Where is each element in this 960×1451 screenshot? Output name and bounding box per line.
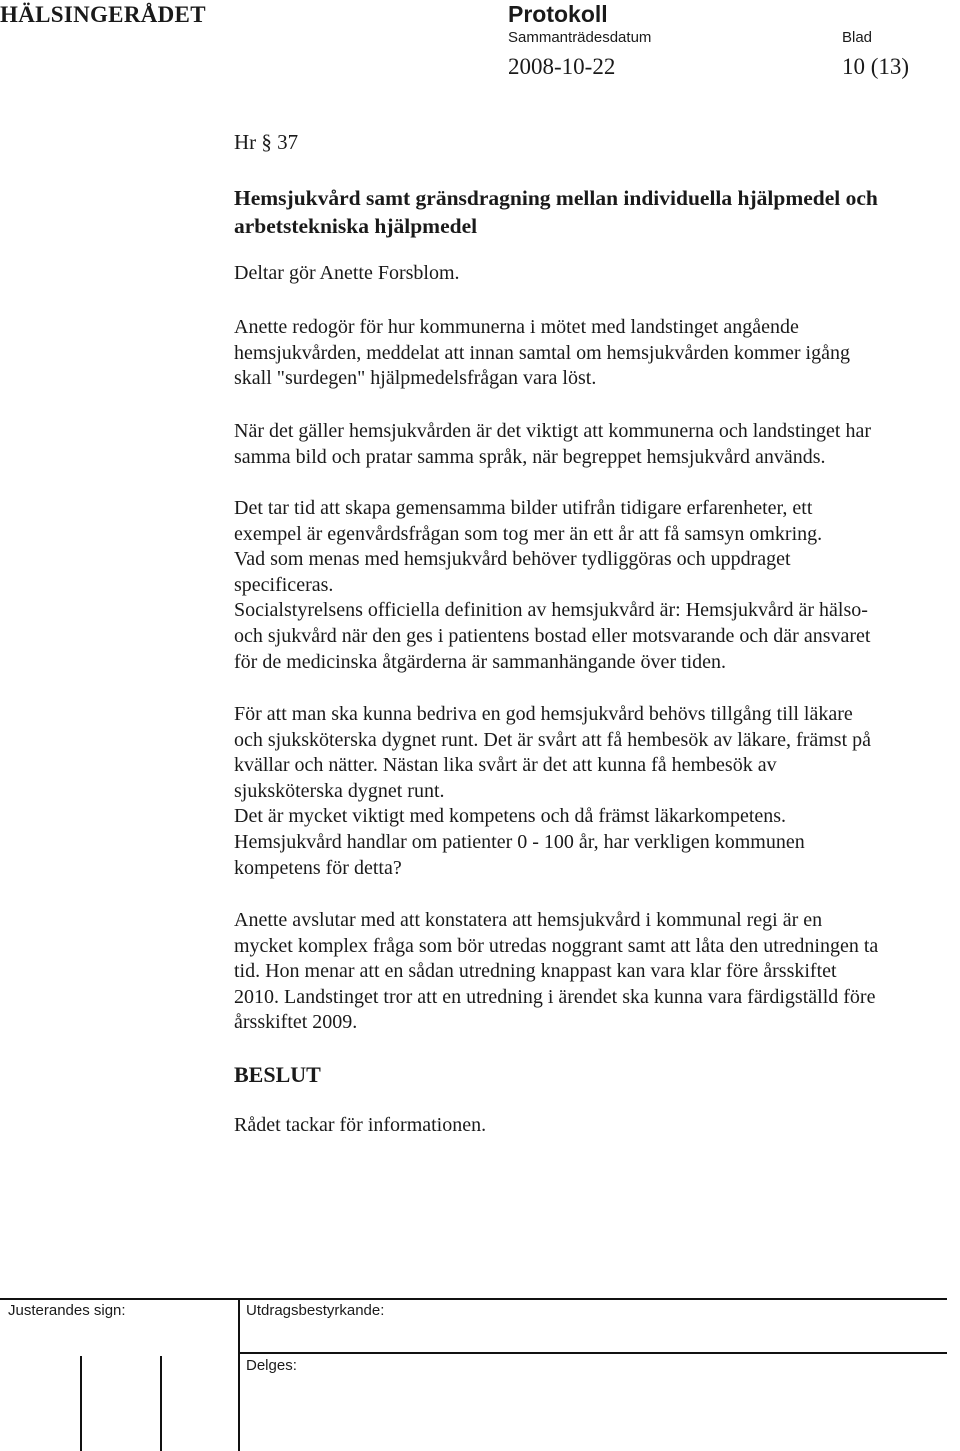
text-line: exempel är egenvårdsfrågan som tog mer än ett år att få samsyn omkring.: [234, 522, 823, 545]
text-line: Anette redogör för hur kommunerna i mötet med landstinget angående: [234, 316, 799, 338]
utdragsbestyrkande-label: Utdragsbestyrkande:: [246, 1302, 385, 1319]
page-label: Blad: [842, 29, 873, 46]
meeting-date: 2008-10-22: [508, 54, 616, 79]
text-line: tid. Hon menar att en sådan utredning knappast kan vara klar före årsskiftet: [234, 960, 837, 983]
text-line: samma bild och pratar samma språk, när begreppet hemsjukvård används.: [234, 445, 826, 468]
text-line: hemsjukvården, meddelat att innan samtal om hemsjukvården kommer igång: [234, 341, 850, 364]
page-number: 10 (13): [842, 54, 910, 79]
text-line: skall "surdegen" hjälpmedelsfrågan vara löst.: [234, 367, 597, 390]
document-type: Protokoll: [508, 1, 608, 27]
text-line: kompetens för detta?: [234, 856, 402, 879]
text-line: När det gäller hemsjukvården är det viktigt att kommunerna och landstinget har: [234, 420, 872, 442]
footer-middle-rule: [238, 1352, 947, 1354]
footer-top-rule: [0, 1298, 947, 1300]
text-line: Anette avslutar med att konstatera att hemsjukvård i kommunal regi är en: [234, 909, 823, 931]
text-line: sjuksköterska dygnet runt.: [234, 779, 445, 802]
paragraph-3: [234, 496, 870, 675]
paragraph-1: [234, 315, 850, 392]
delges-label: Delges:: [246, 1357, 297, 1374]
justerandes-sign-label: Justerandes sign:: [8, 1302, 126, 1319]
text-line: och sjuksköterska dygnet runt. Det är svårt att få hembesök av läkare, främst på: [234, 728, 872, 751]
paragraph-number: Hr § 37: [234, 130, 299, 154]
text-line: och sjukvård när den ges i patientens bostad eller motsvarande och där ansvaret: [234, 624, 871, 647]
text-line: Det är mycket viktigt med kompetens och då främst läkarkompetens.: [234, 805, 787, 828]
section-title-line: Hemsjukvård samt gränsdragning mellan individuella hjälpmedel och: [234, 186, 878, 210]
text-line: Det tar tid att skapa gemensamma bilder utifrån tidigare erfarenheter, ett: [234, 497, 813, 519]
participants: Deltar gör Anette Forsblom.: [234, 262, 460, 284]
text-line: för de medicinska åtgärderna är sammanhängande över tiden.: [234, 650, 727, 673]
decision-heading: BESLUT: [234, 1062, 321, 1087]
section-title: [234, 184, 878, 240]
text-line: Vad som menas med hemsjukvård behöver tydliggöras och uppdraget: [234, 548, 791, 571]
footer-divider: [238, 1298, 240, 1451]
paragraph-5: [234, 908, 878, 1036]
organization-name: HÄLSINGERÅDET: [0, 2, 206, 27]
text-line: årsskiftet 2009.: [234, 1011, 358, 1034]
signature-box-divider: [160, 1356, 162, 1451]
text-line: 2010. Landstinget tror att en utredning i ärendet ska kunna vara färdigställd före: [234, 985, 876, 1008]
decision-text: Rådet tackar för informationen.: [234, 1114, 487, 1136]
paragraph-4: [234, 702, 871, 881]
paragraph-2: [234, 419, 871, 470]
text-line: För att man ska kunna bedriva en god hemsjukvård behövs tillgång till läkare: [234, 703, 853, 725]
text-line: specificeras.: [234, 573, 334, 596]
meeting-date-label: Sammanträdesdatum: [508, 29, 652, 46]
text-line: Hemsjukvård handlar om patienter 0 - 100 år, har verkligen kommunen: [234, 830, 805, 853]
text-line: Socialstyrelsens officiella definition av hemsjukvård är: Hemsjukvård är hälso-: [234, 599, 868, 622]
signature-box-divider: [80, 1356, 82, 1451]
text-line: kvällar och nätter. Nästan lika svårt är det att kunna få hembesök av: [234, 754, 777, 777]
text-line: mycket komplex fråga som bör utredas noggrant samt att låta den utredningen ta: [234, 934, 879, 957]
section-title-line: arbetstekniska hjälpmedel: [234, 214, 478, 238]
